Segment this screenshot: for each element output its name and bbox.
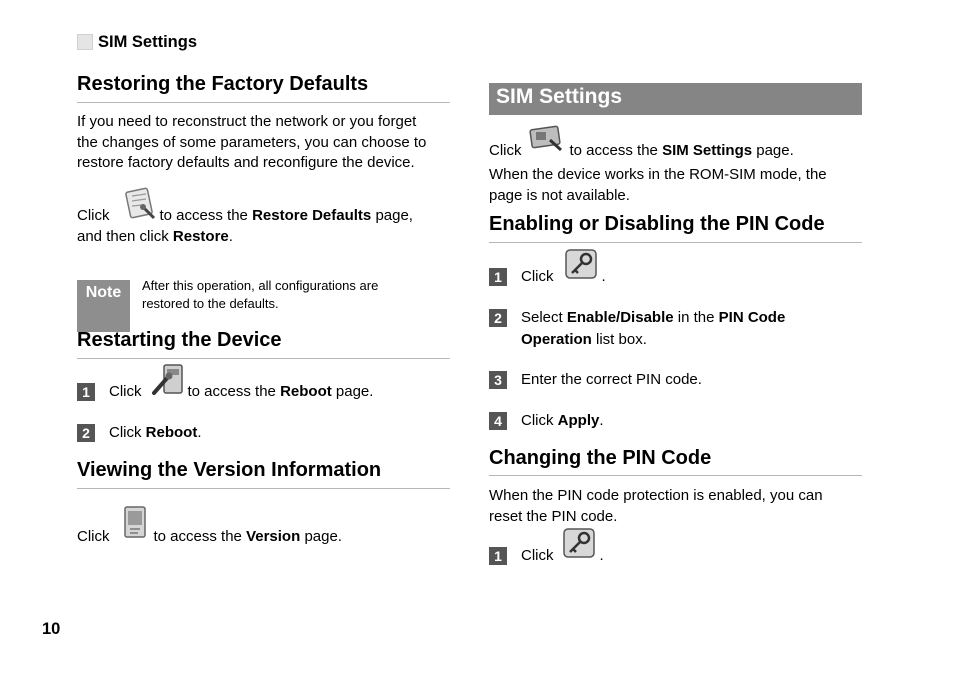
pin-step-1: 1 Click . <box>489 266 606 288</box>
heading-rule <box>77 488 450 489</box>
version-icon[interactable] <box>122 505 150 541</box>
heading-restarting-device: Restarting the Device <box>77 329 282 351</box>
note-label: Note <box>77 280 130 332</box>
heading-rule <box>489 242 862 243</box>
step-number: 1 <box>489 547 507 565</box>
section-header-label: SIM Settings <box>98 32 198 51</box>
step-number: 3 <box>489 371 507 389</box>
step-number: 4 <box>489 412 507 430</box>
heading-factory-defaults: Restoring the Factory Defaults <box>77 73 369 95</box>
heading-rule <box>77 102 450 103</box>
step-number: 1 <box>77 383 95 401</box>
pin-code-icon[interactable] <box>562 527 596 559</box>
restore-defaults-icon[interactable] <box>120 186 158 222</box>
heading-version-information: Viewing the Version Information <box>77 459 382 481</box>
factory-description: If you need to reconstruct the network or you forget the changes of some parameters, you can choose to restore factory defaults and reconfigure the device. <box>77 113 427 171</box>
banner-title: SIM Settings <box>496 85 623 108</box>
change-pin-step-1: 1 Click . <box>489 545 604 567</box>
factory-line2: and then click Restore. <box>77 228 233 245</box>
page-number: 10 <box>42 620 61 638</box>
heading-change-pin: Changing the PIN Code <box>489 447 712 469</box>
sim-settings-icon[interactable] <box>528 124 564 152</box>
sim-intro-note: When the device works in the ROM-SIM mode, the page is not available. <box>489 166 827 204</box>
step-number: 1 <box>489 268 507 286</box>
pin-step-3: 3 Enter the correct PIN code. <box>489 369 702 391</box>
sim-intro-line: Click to access the SIM Settings page. <box>489 142 794 159</box>
pin-step-4: 4 Click Apply. <box>489 410 604 432</box>
step-number: 2 <box>489 309 507 327</box>
sim-settings-banner <box>489 83 862 115</box>
heading-rule <box>489 475 862 476</box>
note-text: After this operation, all configurations are restored to the defaults. <box>142 278 379 311</box>
restart-step-1: 1 Click to access the Reboot page. <box>77 381 373 403</box>
change-pin-description: When the PIN code protection is enabled, you can reset the PIN code. <box>489 487 823 525</box>
pin-step-2: 2 Select Enable/Disable in the PIN Code Operation list box. <box>489 307 869 351</box>
pin-code-icon[interactable] <box>564 248 598 280</box>
header-square-icon <box>77 34 93 50</box>
restart-step-2: 2 Click Reboot. <box>77 422 202 444</box>
reboot-icon[interactable] <box>150 363 186 397</box>
section-header <box>77 32 197 52</box>
step-number: 2 <box>77 424 95 442</box>
heading-enable-disable-pin: Enabling or Disabling the PIN Code <box>489 213 825 235</box>
version-line: Click to access the Version page. <box>77 528 342 545</box>
heading-rule <box>77 358 450 359</box>
factory-line1: Click to access the Restore Defaults page, <box>77 207 413 224</box>
